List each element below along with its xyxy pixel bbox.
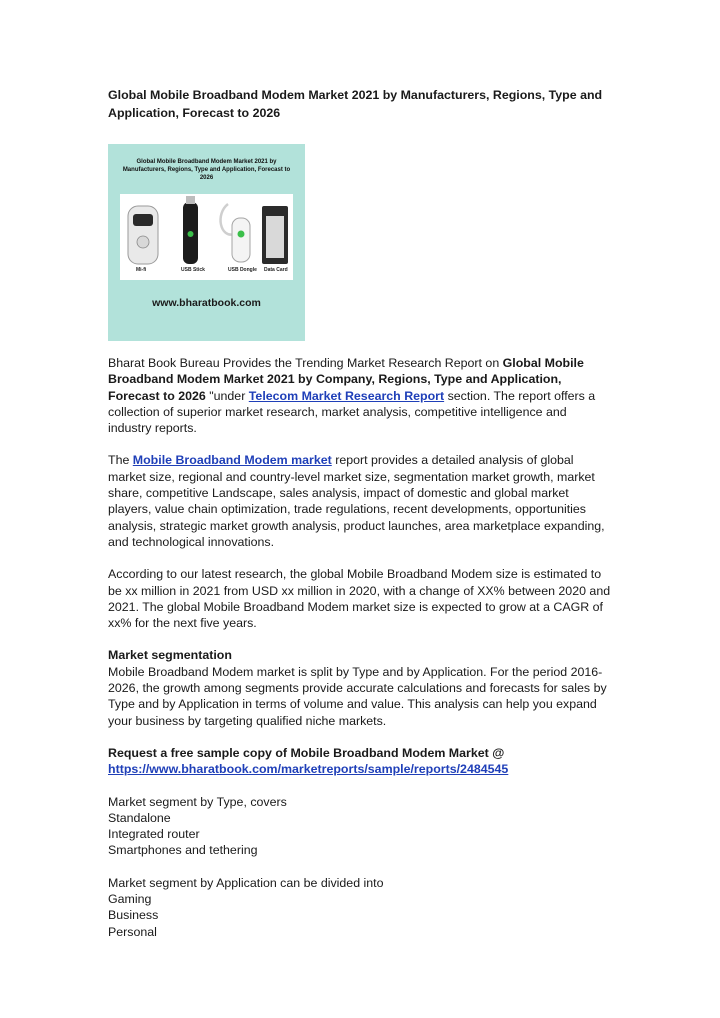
- overview-text-1: The: [108, 453, 133, 468]
- intro-paragraph: [108, 355, 612, 436]
- intro-report-name: Global Mobile Broadband Modem Market 2021 by Company, Regions, Type and Application, Forecast to 2026: [108, 356, 584, 403]
- overview-text-2: report provides a detailed analysis of global market size, regional and country-level market size, segmentation market growth, market share, competitive Landscape, sales analysis, impact of domestic and global market players, value chain optimization, trade regulations, recent developments, opportunities analysis, strategic market growth analysis, product launches, area marketplace expanding, and technological innovations.: [108, 453, 605, 549]
- overview-paragraph: [108, 452, 612, 550]
- type-segment-section: [108, 794, 612, 859]
- type-segment-heading: Market segment by Type, covers: [108, 794, 287, 809]
- cover-label-mifi: Mi-fi: [136, 266, 147, 273]
- product-photo-strip: [120, 194, 293, 280]
- cover-title: Global Mobile Broadband Modem Market 2021 by Manufacturers, Regions, Type and Application, Forecast to 2026: [122, 159, 291, 181]
- application-item: Business: [108, 908, 159, 923]
- application-item: Personal: [108, 924, 157, 939]
- cover-url: www.bharatbook.com: [152, 297, 261, 309]
- telecom-report-link[interactable]: Telecom Market Research Report: [248, 388, 445, 403]
- type-item: Smartphones and tethering: [108, 843, 258, 858]
- application-segment-section: [108, 875, 612, 940]
- intro-text-3: section. The report offers a collection of superior market research, market analysis, competitive intelligence and industry reports.: [108, 388, 596, 436]
- cover-label-data-card: Data Card: [264, 266, 288, 273]
- segmentation-text: Mobile Broadband Modem market is split by Type and by Application. For the period 2016-2026, the growth among segments provide accurate calculations and forecasts for sales by Type and by Application in terms of volume and value. This analysis can help you expand your business by targeting qualified niche markets.: [108, 664, 607, 728]
- research-paragraph: According to our latest research, the global Mobile Broadband Modem size is estimated to be xx million in 2021 from USD xx million in 2020, with a change of XX% between 2020 and 2021. The global Mobile Broadband Modem market size is expected to grow at a CAGR of xx% for the next five years.: [108, 567, 611, 631]
- sample-request-text: Request a free sample copy of Mobile Broadband Modem Market @: [108, 745, 505, 760]
- intro-text-2: "under: [205, 388, 249, 403]
- sample-section: [108, 745, 612, 778]
- type-item: Integrated router: [108, 827, 200, 842]
- application-item: Gaming: [108, 892, 152, 907]
- market-link[interactable]: Mobile Broadband Modem market: [132, 453, 332, 468]
- page-title: Global Mobile Broadband Modem Market 2021 by Manufacturers, Regions, Type and Application, Forecast to 2026: [108, 88, 603, 120]
- intro-text-1: Bharat Book Bureau Provides the Trending Market Research Report on: [108, 356, 503, 370]
- segmentation-section: [108, 647, 612, 728]
- application-segment-heading: Market segment by Application can be divided into: [108, 875, 384, 890]
- cover-label-usb-stick: USB Stick: [181, 266, 205, 273]
- sample-link[interactable]: https://www.bharatbook.com/marketreports/sample/reports/2484545: [108, 762, 509, 777]
- document-content: [108, 86, 612, 956]
- cover-label-usb-dongle: USB Dongle: [228, 266, 257, 273]
- type-item: Standalone: [108, 810, 171, 825]
- cover-image: [108, 144, 305, 341]
- segmentation-heading: Market segmentation: [108, 648, 232, 663]
